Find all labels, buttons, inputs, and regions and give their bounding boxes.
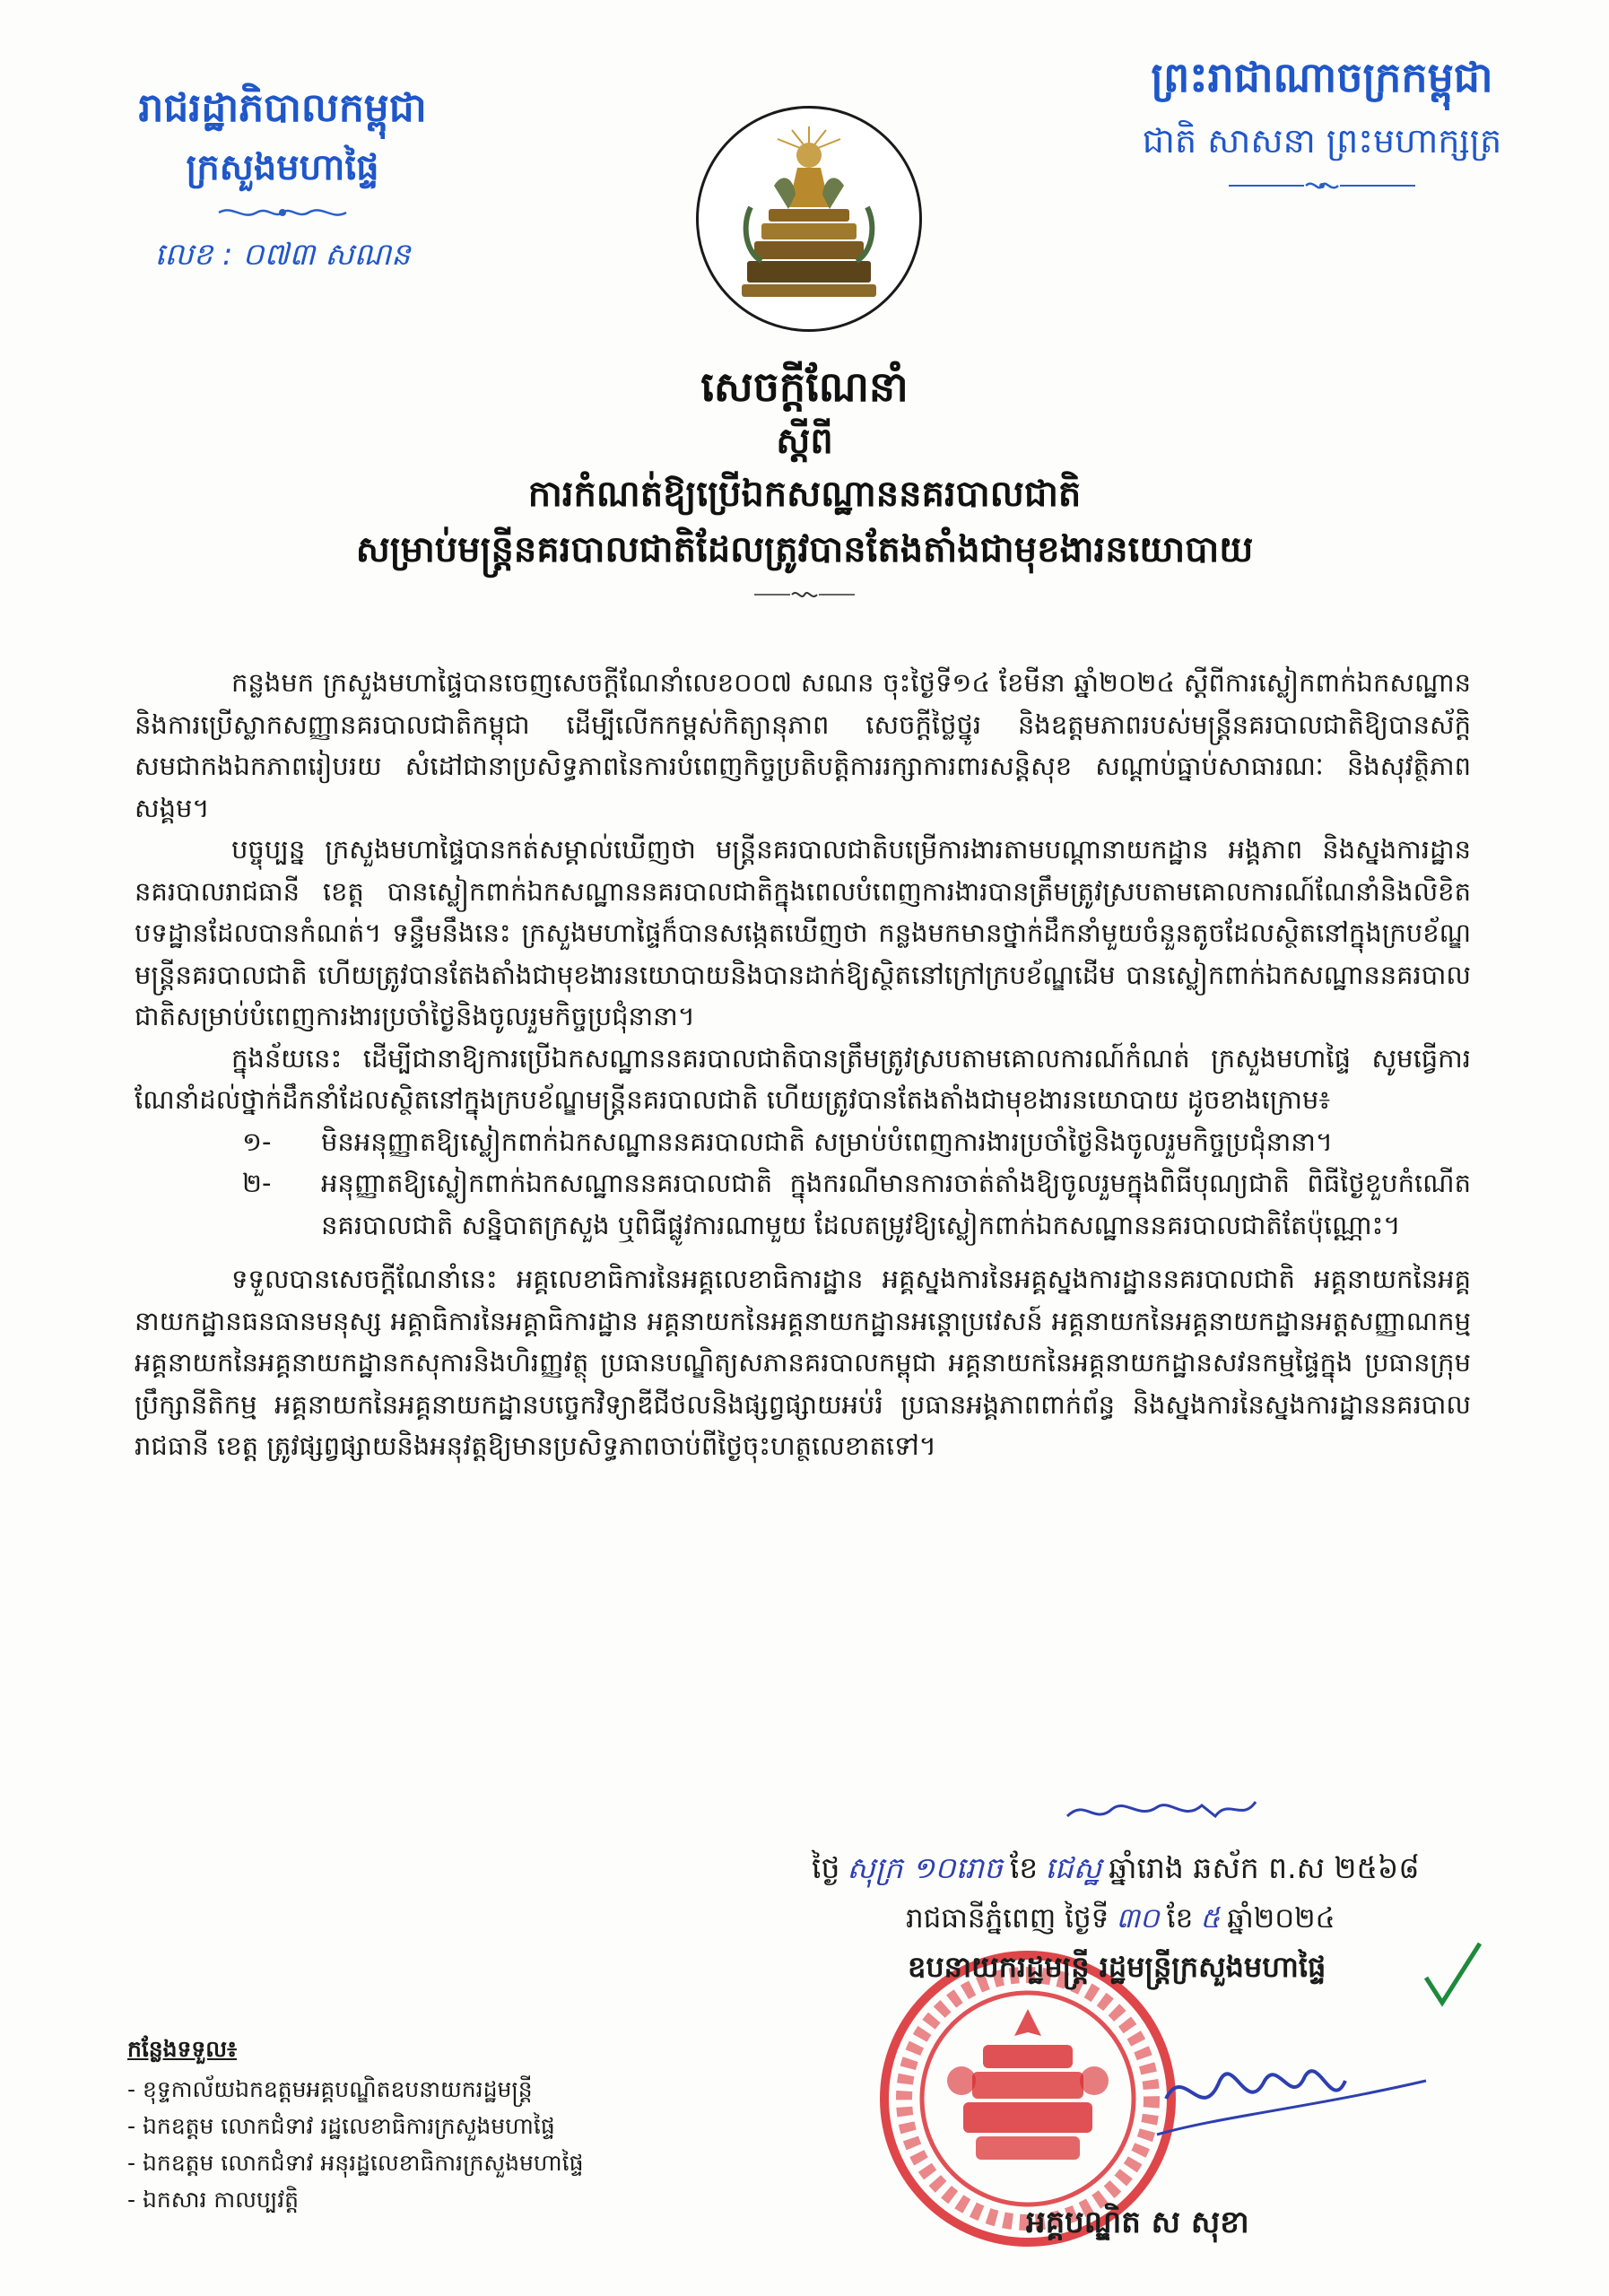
handwritten-day: ៣០ [1116,1902,1160,1935]
initials-signature [1058,1780,1265,1843]
signer-title: ឧបនាយករដ្ឋមន្ត្រី រដ្ឋមន្ត្រីក្រសួងមហាផ្ទៃ [908,1950,1326,1984]
lunar-date: ថ្ងៃ សុក្រ ១០រោច ខែ ជេស្ឋ ឆ្នាំរោង ឆស័ក ព.ស ២៥៦៨ [812,1850,1420,1885]
recipient-item: - ឯកឧត្តម លោកជំទាវ រដ្ឋលេខាធិការក្រសួងមហាផ្ទៃ [127,2113,555,2139]
kingdom-block [1089,43,1555,201]
list-number: ១- [242,1126,272,1157]
list-text: អនុញ្ញាតឱ្យស្លៀកពាក់ឯកសណ្ឋាននគរបាលជាតិ ក្នុងករណីមានការចាត់តាំងឱ្យចូលរួមក្នុងពិធីបុណ្យជាតិ ពិធីថ្ងៃខួបកំណើតនគរបាលជាតិ សន្និបាតក្រសួង ឬពិធីផ្លូវការណាមួយ ដែលតម្រូវឱ្យស្លៀកពាក់ឯកសណ្ឋាននគរបាលជាតិតែប៉ុណ្ណោះ។ [321,1168,1471,1240]
ornament-divider [1089,176,1555,196]
document-body [135,662,1471,1467]
recipient-item: - ឯកសារ កាលប្បវត្តិ [127,2187,300,2213]
recipients-heading: កន្លែងទទួល៖ [127,2036,238,2062]
royal-emblem-icon [696,106,922,332]
ornament-divider [72,203,493,222]
issuer-block [72,79,493,282]
handwritten-month: ជេស្ឋ [1045,1850,1102,1885]
title-line-2: ស្តីពី [776,420,833,462]
list-item-2 [135,1162,1471,1246]
recipient-item: - ឯកឧត្តម លោកជំទាវ អនុរដ្ឋលេខាធិការក្រសួងមហាផ្ទៃ [127,2150,584,2176]
list-number: ២- [242,1168,272,1198]
government-name: រាជរដ្ឋាភិបាលកម្ពុជា [138,85,427,131]
ministry-name: ក្រសួងមហាផ្ទៃ [186,146,379,188]
paragraph-2: បច្ចុប្បន្ន ក្រសួងមហាផ្ទៃបានកត់សម្គាល់ឃើញថា មន្ត្រីនគរបាលជាតិបម្រើការងារតាមបណ្តានាយកដ្ឋាន អង្គភាព និងស្នងការដ្ឋាននគរបាលរាជធានី ខេត្ត បានស្លៀកពាក់ឯកសណ្ឋាននគរបាលជាតិក្នុងពេលបំពេញការងារបានត្រឹមត្រូវស្របតាមគោលការណ៍ណែនាំនិងលិខិតបទដ្ឋានដែលបានកំណត់។ ទន្ទឹមនឹងនេះ ក្រសួងមហាផ្ទៃក៏បានសង្កេតឃើញថា កន្លងមកមានថ្នាក់ដឹកនាំមួយចំនួនតូចដែលស្ថិតនៅក្នុងក្របខ័ណ្ឌមន្ត្រីនគរបាលជាតិ ហើយត្រូវបានតែងតាំងជាមុខងារនយោបាយនិងបានដាក់ឱ្យស្ថិតនៅក្រៅក្របខ័ណ្ឌដើម បានស្លៀកពាក់ឯកសណ្ឋាននគរបាលជាតិសម្រាប់បំពេញការងារប្រចាំថ្ងៃនិងចូលរួមកិច្ចប្រជុំនានា។ [135,834,1471,1031]
title-ornament [179,587,1430,606]
recipients-list [127,2031,755,2218]
signer-name: អគ្គបណ្ឌិត ស សុខា [1026,2205,1249,2240]
check-mark-icon [1417,1933,1489,2013]
kingdom-name: ព្រះរាជាណាចក្រកម្ពុជា [1151,53,1493,101]
reference-number: លេខ : ០៧៣ សណន [154,237,411,273]
list-item-1 [135,1121,1471,1163]
title-line-3: ការកំណត់ឱ្យប្រើឯកសណ្ឋាននគរបាលជាតិ [527,473,1082,515]
minister-signature [1148,2045,1435,2152]
title-line-1: សេចក្តីណែនាំ [700,362,909,411]
paragraph-1: កន្លងមក ក្រសួងមហាផ្ទៃបានចេញសេចក្តីណែនាំលេខ០០៧ សណន ចុះថ្ងៃទី១៤ ខែមីនា ឆ្នាំ២០២៤ ស្តីពីការស្លៀកពាក់ឯកសណ្ឋាននិងការប្រើស្លាកសញ្ញានគរបាលជាតិកម្ពុជា ដើម្បីលើកកម្ពស់កិត្យានុភាព សេចក្តីថ្លៃថ្នូរ និងឧត្តមភាពរបស់មន្ត្រីនគរបាលជាតិឱ្យបានស័ក្តិសមជាកងឯកភាពរៀបរយ សំដៅជានាប្រសិទ្ធភាពនៃការបំពេញកិច្ចប្រតិបត្តិការរក្សាការពារសន្តិសុខ សណ្តាប់ធ្នាប់សាធារណៈ និងសុវត្ថិភាពសង្គម។ [135,667,1471,823]
recipient-item: - ខុទ្ទកាល័យឯកឧត្តមអគ្គបណ្ឌិតឧបនាយករដ្ឋមន្ត្រី [127,2076,533,2102]
handwritten-day: សុក្រ ១០រោច [847,1850,1003,1885]
handwritten-month: ៥ [1200,1902,1221,1935]
title-line-4: សម្រាប់មន្ត្រីនគរបាលជាតិដែលត្រូវបានតែងតាំងជាមុខងារនយោបាយ [355,528,1254,570]
paragraph-3: ក្នុងន័យនេះ ដើម្បីជានាឱ្យការប្រើឯកសណ្ឋាននគរបាលជាតិបានត្រឹមត្រូវស្របតាមគោលការណ៍កំណត់ ក្រសួងមហាផ្ទៃ សូមធ្វើការណែនាំដល់ថ្នាក់ដឹកនាំដែលស្ថិតនៅក្នុងក្របខ័ណ្ឌមន្ត្រីនគរបាលជាតិ ហើយត្រូវបានតែងតាំងជាមុខងារនយោបាយ ដូចខាងក្រោម៖ [135,1042,1471,1115]
document-title [179,357,1430,606]
national-motto: ជាតិ សាសនា ព្រះមហាក្សត្រ [1142,121,1502,161]
solar-date: រាជធានីភ្នំពេញ ថ្ងៃទី ៣០ ខែ ៥ ឆ្នាំ២០២៤ [906,1902,1335,1935]
paragraph-4: ទទួលបានសេចក្តីណែនាំនេះ អគ្គលេខាធិការនៃអគ្គលេខាធិការដ្ឋាន អគ្គស្នងការនៃអគ្គស្នងការដ្ឋាននគរបាលជាតិ អគ្គនាយកនៃអគ្គនាយកដ្ឋានធនធានមនុស្ស អគ្គាធិការនៃអគ្គាធិការដ្ឋាន អគ្គនាយកនៃអគ្គនាយកដ្ឋានអន្តោប្រវេសន៍ អគ្គនាយកនៃអគ្គនាយកដ្ឋានអត្តសញ្ញាណកម្ម អគ្គនាយកនៃអគ្គនាយកដ្ឋានកសុការនិងហិរញ្ញវត្ថុ ប្រធានបណ្ឌិត្យសភានគរបាលកម្ពុជា អគ្គនាយកនៃអគ្គនាយកដ្ឋានសវនកម្មផ្ទៃក្នុង ប្រធានក្រុមប្រឹក្សានីតិកម្ម អគ្គនាយកនៃអគ្គនាយកដ្ឋានបច្ចេកវិទ្យាឌីជីថលនិងផ្សព្វផ្សាយអប់រំ ប្រធានអង្គភាពពាក់ព័ន្ធ និងស្នងការនៃស្នងការដ្ឋាននគរបាលរាជធានី ខេត្ត ត្រូវផ្សព្វផ្សាយនិងអនុវត្តឱ្យមានប្រសិទ្ធភាពចាប់ពីថ្ងៃចុះហត្ថលេខាតទៅ។ [135,1264,1471,1461]
list-text: មិនអនុញ្ញាតឱ្យស្លៀកពាក់ឯកសណ្ឋាននគរបាលជាតិ សម្រាប់បំពេញការងារប្រចាំថ្ងៃនិងចូលរួមកិច្ចប្រជុំនានា។ [321,1126,1334,1157]
